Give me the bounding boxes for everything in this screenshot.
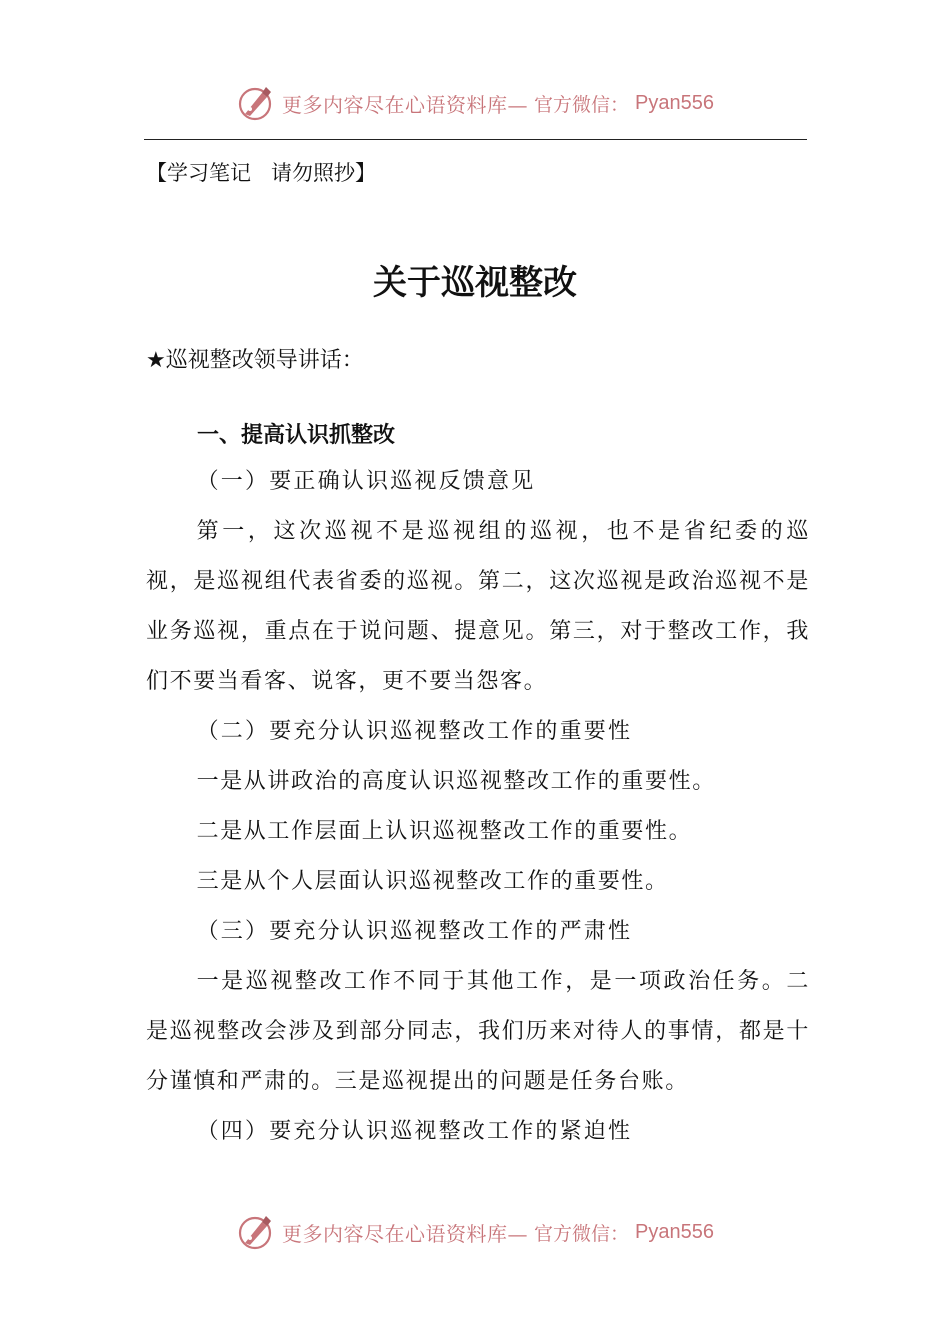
speech-heading: ★巡视整改领导讲话： xyxy=(146,348,364,373)
watermark-text: 更多内容尽在心语资料库— xyxy=(282,92,528,117)
body-paragraph: 三是从个人层面认识巡视整改工作的重要性。 xyxy=(196,869,669,894)
header-divider xyxy=(144,139,807,140)
body-paragraph: 一是巡视整改工作不同于其他工作，是一项政治任务。二是巡视整改会涉及到部分同志，我们历来对待人的事情，都是十分谨慎和严肃的。三是巡视提出的问题是任务台账。 xyxy=(146,969,810,1094)
brand-line xyxy=(236,1212,714,1252)
pen-nib-seal-icon xyxy=(236,83,276,123)
document-title: 关于巡视整改 xyxy=(373,263,577,303)
body-paragraph: 第一，这次巡视不是巡视组的巡视，也不是省纪委的巡视，是巡视组代表省委的巡视。第二，这次巡视是政治巡视不是业务巡视，重点在于说问题、提意见。第三，对于整改工作，我们不要当看客、说客，更不要当怨客。 xyxy=(146,519,810,694)
watermark-wechat-id: Pyan556 xyxy=(635,1220,714,1243)
pen-nib-seal-icon xyxy=(236,1212,276,1252)
subheading-paragraph: （一）要正确认识巡视反馈意见 xyxy=(196,469,536,494)
watermark-wechat-label: 官方微信： xyxy=(534,1222,630,1245)
body-text xyxy=(146,457,810,1157)
brand-line xyxy=(236,83,714,123)
page-header-watermark xyxy=(0,78,950,128)
watermark-wechat-id: Pyan556 xyxy=(635,91,714,114)
study-note-label: 【学习笔记 请勿照抄】 xyxy=(146,161,377,185)
subheading-paragraph: （三）要充分认识巡视整改工作的严肃性 xyxy=(196,919,633,944)
page-footer-watermark xyxy=(0,1207,950,1257)
body-paragraph: 二是从工作层面上认识巡视整改工作的重要性。 xyxy=(196,819,693,844)
body-paragraph: 一是从讲政治的高度认识巡视整改工作的重要性。 xyxy=(196,769,716,794)
subheading-paragraph: （二）要充分认识巡视整改工作的重要性 xyxy=(196,719,633,744)
section-heading: 一、提高认识抓整改 xyxy=(197,423,396,448)
subheading-paragraph: （四）要充分认识巡视整改工作的紧迫性 xyxy=(196,1119,633,1144)
watermark-wechat-label: 官方微信： xyxy=(534,93,630,116)
watermark-text: 更多内容尽在心语资料库— xyxy=(282,1221,528,1246)
